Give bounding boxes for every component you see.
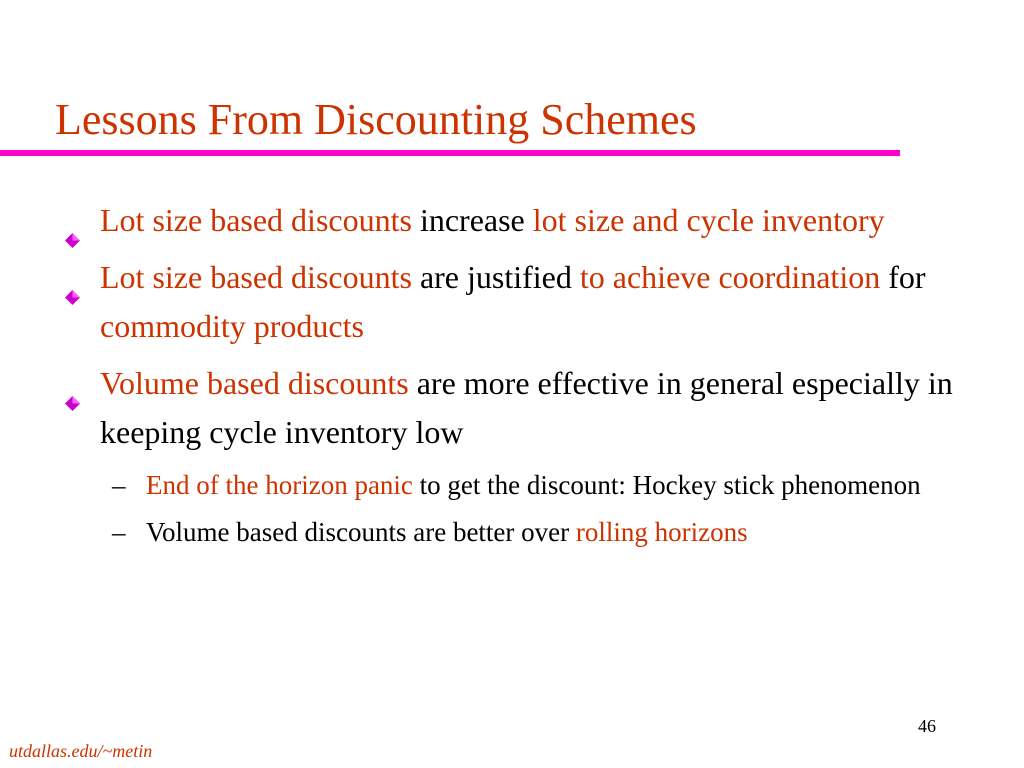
- sub-bullet-text-highlight: rolling horizons: [575, 517, 748, 547]
- bullet-text-highlight: lot size and cycle inventory: [532, 202, 885, 238]
- bullet-text: are more effective in general especially in keeping cycle inventory low: [100, 365, 953, 450]
- bullet-text: for: [888, 259, 926, 295]
- sub-bullet-item: [62, 512, 982, 553]
- dash-marker: –: [112, 517, 126, 547]
- bullet-text-highlight: Volume based discounts: [100, 365, 409, 401]
- bullet-item: [62, 196, 982, 245]
- diamond-icon: [65, 270, 80, 285]
- sub-bullet-text: Volume based discounts are better over: [146, 517, 570, 547]
- bullet-text-highlight: commodity products: [100, 308, 364, 344]
- diamond-icon: [65, 213, 80, 228]
- bullet-text-highlight: to achieve coordination: [579, 259, 881, 295]
- title-underline: [0, 150, 900, 156]
- bullet-item: [62, 253, 982, 351]
- bullet-text: are justified: [419, 259, 572, 295]
- bullet-item: [62, 359, 982, 457]
- diamond-icon: [65, 376, 80, 391]
- sub-bullet-text: to get the discount: Hockey stick phenomenon: [419, 470, 921, 500]
- bullet-text-highlight: Lot size based discounts: [100, 259, 412, 295]
- sub-bullet-text-highlight: End of the horizon panic: [146, 470, 413, 500]
- bullet-text-highlight: Lot size based discounts: [100, 202, 412, 238]
- sub-bullet-item: [62, 465, 982, 506]
- page-number: 46: [918, 716, 936, 736]
- footer-url: utdallas.edu/~metin: [9, 741, 153, 761]
- dash-marker: –: [112, 470, 126, 500]
- slide-title: Lessons From Discounting Schemes: [55, 95, 697, 144]
- bullet-list: [62, 196, 982, 559]
- bullet-text: increase: [419, 202, 525, 238]
